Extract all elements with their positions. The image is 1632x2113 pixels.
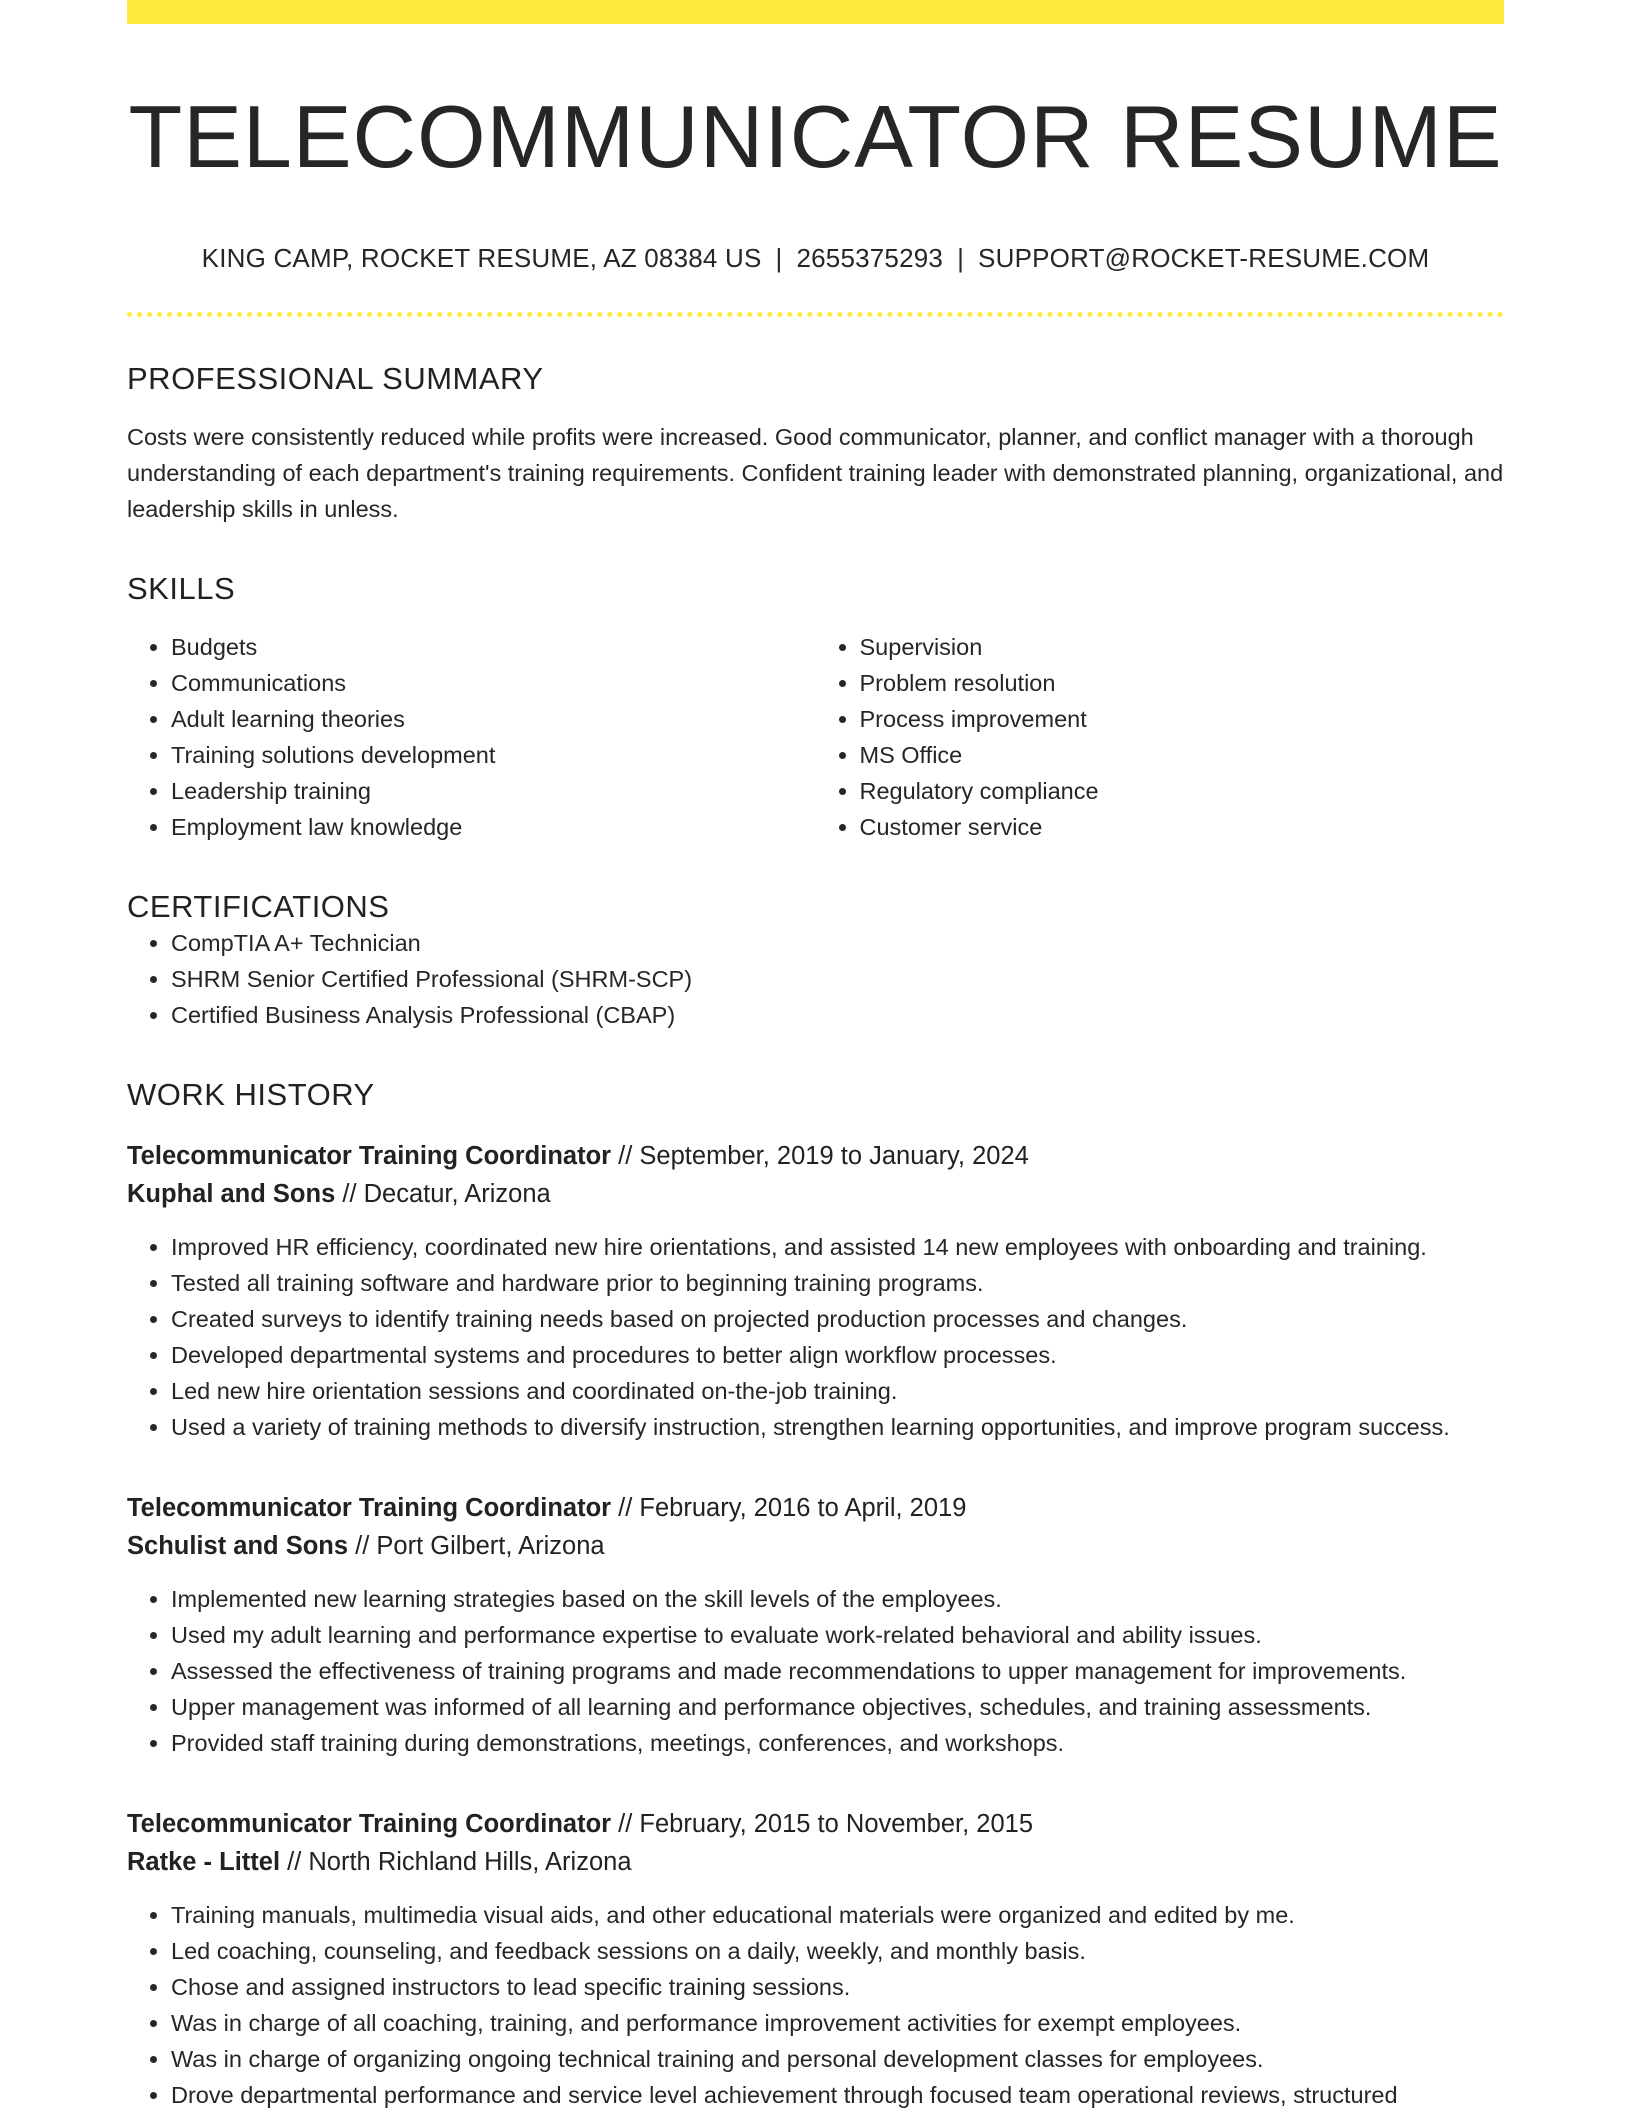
- skill-item: • Adult learning theories: [171, 701, 816, 737]
- certifications-heading: CERTIFICATIONS: [127, 889, 390, 925]
- contact-address: KING CAMP, ROCKET RESUME, AZ 08384 US: [201, 243, 762, 274]
- job-bullet: • Was in charge of all coaching, training, and performance improvement activities for exempt employees.: [171, 2005, 1504, 2041]
- skill-item: • Customer service: [860, 809, 1505, 845]
- job-bullet: • Implemented new learning strategies based on the skill levels of the employees.: [171, 1581, 1504, 1617]
- contact-email[interactable]: SUPPORT@ROCKET-RESUME.COM: [978, 243, 1430, 274]
- job-location: // Decatur, Arizona: [342, 1180, 551, 1209]
- summary-text: Costs were consistently reduced while profits were increased. Good communicator, planner, and conflict manager with a thorough understanding of each department's training requirements. Confident training leader with demonstrated planning, organizational, and leadership skills in unless.: [127, 424, 1504, 523]
- job-location: // North Richland Hills, Arizona: [287, 1848, 632, 1877]
- accent-top-bar: [127, 0, 1504, 24]
- job-title-line: [127, 1805, 1504, 1843]
- job-company: Schulist and Sons: [127, 1532, 349, 1561]
- job-bullet: • Tested all training software and hardware prior to beginning training programs.: [171, 1265, 1504, 1301]
- job-bullet: • Assessed the effectiveness of training programs and made recommendations to upper management for improvements.: [171, 1653, 1504, 1689]
- skill-item: • Employment law knowledge: [171, 809, 816, 845]
- job-company: Ratke - Littel: [127, 1848, 281, 1877]
- job-dates: // February, 2015 to November, 2015: [618, 1810, 1034, 1839]
- skill-item: • MS Office: [860, 737, 1505, 773]
- job-bullet: • Training manuals, multimedia visual aids, and other educational materials were organized and edited by me.: [171, 1897, 1504, 1933]
- job-title-line: [127, 1137, 1504, 1175]
- job-company-line: [127, 1175, 1504, 1213]
- job-bullets: [127, 1581, 1504, 1761]
- job-bullet: • Led coaching, counseling, and feedback sessions on a daily, weekly, and monthly basis.: [171, 1933, 1504, 1969]
- job-bullet: • Led new hire orientation sessions and coordinated on-the-job training.: [171, 1373, 1504, 1409]
- job-company: Kuphal and Sons: [127, 1180, 336, 1209]
- job-dates: // September, 2019 to January, 2024: [618, 1142, 1029, 1171]
- job-bullet: • Upper management was informed of all learning and performance objectives, schedules, and training assessments.: [171, 1689, 1504, 1725]
- contact-line: [127, 243, 1504, 274]
- skills-list: [127, 629, 1504, 845]
- skill-item: • Regulatory compliance: [860, 773, 1505, 809]
- job-entry: [127, 1137, 1504, 1445]
- skills-heading: SKILLS: [127, 571, 236, 607]
- job-bullet: • Used a variety of training methods to diversify instruction, strengthen learning opportunities, and improve program success.: [171, 1409, 1504, 1445]
- job-entry: [127, 1805, 1504, 2113]
- job-location: // Port Gilbert, Arizona: [355, 1532, 605, 1561]
- resume-title: TELECOMMUNICATOR RESUME: [128, 87, 1503, 186]
- job-bullets: [127, 1229, 1504, 1445]
- skill-item: • Budgets: [171, 629, 816, 665]
- job-title: Telecommunicator Training Coordinator: [127, 1810, 612, 1839]
- job-bullet: • Was in charge of organizing ongoing technical training and personal development classes for employees.: [171, 2041, 1504, 2077]
- job-title: Telecommunicator Training Coordinator: [127, 1494, 612, 1523]
- job-bullets: [127, 1897, 1504, 2113]
- skill-item: • Communications: [171, 665, 816, 701]
- job-bullet: • Used my adult learning and performance expertise to evaluate work-related behavioral and ability issues.: [171, 1617, 1504, 1653]
- contact-separator: |: [775, 243, 783, 274]
- certification-item: • CompTIA A+ Technician: [171, 925, 1504, 961]
- job-bullet: • Chose and assigned instructors to lead specific training sessions.: [171, 1969, 1504, 2005]
- job-title-line: [127, 1489, 1504, 1527]
- summary-heading: PROFESSIONAL SUMMARY: [127, 361, 544, 397]
- resume-page: [127, 0, 1504, 2113]
- skills-column-right: [816, 629, 1505, 845]
- certification-item: • Certified Business Analysis Professional (CBAP): [171, 997, 1504, 1033]
- job-bullet: • Provided staff training during demonstrations, meetings, conferences, and workshops.: [171, 1725, 1504, 1761]
- skill-item: • Process improvement: [860, 701, 1505, 737]
- skill-item: • Problem resolution: [860, 665, 1505, 701]
- job-company-line: [127, 1843, 1504, 1881]
- skills-column-left: [127, 629, 816, 845]
- job-bullet: • Developed departmental systems and procedures to better align workflow processes.: [171, 1337, 1504, 1373]
- skill-item: • Leadership training: [171, 773, 816, 809]
- header-divider: [127, 312, 1504, 317]
- job-dates: // February, 2016 to April, 2019: [618, 1494, 967, 1523]
- job-title: Telecommunicator Training Coordinator: [127, 1142, 612, 1171]
- job-bullet: • Created surveys to identify training needs based on projected production processes and changes.: [171, 1301, 1504, 1337]
- work-history-heading: WORK HISTORY: [127, 1077, 375, 1113]
- skill-item: • Training solutions development: [171, 737, 816, 773]
- skill-item: • Supervision: [860, 629, 1505, 665]
- job-entry: [127, 1489, 1504, 1761]
- contact-phone: 2655375293: [796, 243, 944, 274]
- job-company-line: [127, 1527, 1504, 1565]
- certifications-list: [127, 925, 1504, 1033]
- job-bullet: • Drove departmental performance and service level achievement through focused team operational reviews, structured: [171, 2077, 1504, 2113]
- certification-item: • SHRM Senior Certified Professional (SHRM-SCP): [171, 961, 1504, 997]
- job-bullet: • Improved HR efficiency, coordinated new hire orientations, and assisted 14 new employees with onboarding and training.: [171, 1229, 1504, 1265]
- contact-separator: |: [957, 243, 965, 274]
